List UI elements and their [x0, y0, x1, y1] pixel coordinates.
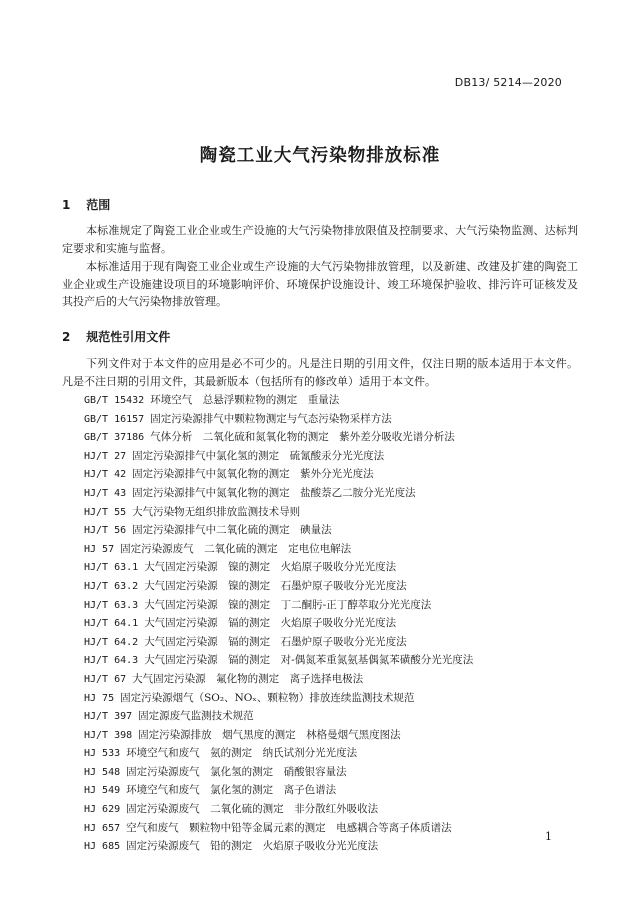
reference-code: HJ 549	[84, 785, 121, 797]
page-number: 1	[545, 830, 552, 843]
reference-item	[84, 744, 473, 763]
reference-title: 大气固定污染源 镍的测定 丁二酮肟-正丁醇萃取分光光度法	[144, 598, 432, 611]
reference-list	[84, 391, 473, 856]
reference-title: 固定污染源排气中氮氧化物的测定 紫外分光光度法	[132, 468, 374, 481]
reference-code: HJ/T 64.3	[84, 655, 139, 667]
reference-code: HJ 629	[84, 804, 121, 816]
reference-item	[84, 521, 473, 540]
reference-title: 固定污染源废气 二氧化硫的测定 定电位电解法	[120, 542, 352, 555]
reference-title: 固定源废气监测技术规范	[138, 710, 254, 723]
reference-item	[84, 410, 473, 429]
reference-code: HJ/T 42	[84, 469, 127, 481]
reference-item	[84, 596, 473, 615]
reference-item	[84, 614, 473, 633]
reference-title: 大气固定污染源 氟化物的测定 离子选择电极法	[132, 672, 364, 685]
reference-title: 气体分析 二氧化硫和氮氧化物的测定 紫外差分吸收光谱分析法	[150, 431, 455, 444]
reference-code: HJ 657	[84, 822, 121, 834]
section-title: 范围	[86, 198, 111, 212]
reference-item	[84, 837, 473, 856]
reference-item	[84, 689, 473, 708]
reference-title: 环境空气和废气 氯化氢的测定 离子色谱法	[126, 784, 337, 797]
reference-item	[84, 651, 473, 670]
reference-title: 固定污染源排气中氮氧化物的测定 盐酸萘乙二胺分光光度法	[132, 486, 416, 499]
section-title: 规范性引用文件	[86, 330, 171, 344]
reference-code: HJ/T 63.3	[84, 599, 139, 611]
reference-code: HJ/T 64.1	[84, 618, 139, 630]
reference-code: HJ/T 67	[84, 673, 127, 685]
section-number: 1	[62, 198, 71, 212]
reference-code: HJ/T 64.2	[84, 636, 139, 648]
reference-title: 固定污染源排气中氯化氢的测定 硫氰酸汞分光光度法	[132, 449, 385, 462]
reference-code: HJ 57	[84, 543, 115, 555]
reference-title: 固定污染源废气 氯化氢的测定 硝酸银容量法	[126, 765, 347, 778]
reference-title: 大气固定污染源 镉的测定 石墨炉原子吸收分光光度法	[144, 635, 407, 648]
reference-code: HJ/T 56	[84, 525, 127, 537]
reference-item	[84, 484, 473, 503]
reference-title: 固定污染源排放 烟气黑度的测定 林格曼烟气黑度图法	[138, 728, 401, 741]
reference-code: HJ/T 43	[84, 487, 127, 499]
reference-title: 大气污染物无组织排放监测技术导则	[132, 505, 301, 518]
reference-code: HJ/T 55	[84, 506, 127, 518]
reference-title: 大气固定污染源 镉的测定 对-偶氮苯重氮氨基偶氮苯磺酸分光光度法	[144, 654, 474, 667]
reference-item	[84, 633, 473, 652]
scope-paragraph-2: 本标准适用于现有陶瓷工业企业或生产设施的大气污染物排放管理，以及新建、改建及扩建的陶瓷工业企业或生产设施建设项目的环境影响评价、环境保护设施设计、竣工环境保护验收、排污许可证核发及其投产后的大气污染物排放管理。	[62, 260, 578, 308]
reference-item	[84, 540, 473, 559]
section-2-heading	[62, 328, 170, 345]
references-intro: 下列文件对于本文件的应用是必不可少的。凡是注日期的引用文件，仅注日期的版本适用于本文件。凡是不注日期的引用文件，其最新版本（包括所有的修改单）适用于本文件。	[62, 357, 578, 388]
reference-code: HJ/T 397	[84, 711, 133, 723]
reference-title: 固定污染源废气 二氧化硫的测定 非分散红外吸收法	[126, 803, 379, 816]
reference-title: 环境空气 总悬浮颗粒物的测定 重量法	[150, 394, 340, 406]
reference-title: 大气固定污染源 镍的测定 火焰原子吸收分光光度法	[144, 561, 397, 574]
page-title: 陶瓷工业大气污染物排放标准	[199, 146, 441, 166]
section-1-heading	[62, 196, 110, 213]
reference-title: 大气固定污染源 镍的测定 石墨炉原子吸收分光光度法	[144, 579, 407, 592]
reference-item	[84, 428, 473, 447]
reference-title: 固定污染源排气中二氧化硫的测定 碘量法	[132, 524, 332, 537]
reference-code: HJ 75	[84, 692, 115, 704]
reference-code: HJ 548	[84, 766, 121, 778]
reference-title: 固定污染源废气 铅的测定 火焰原子吸收分光光度法	[126, 840, 379, 853]
reference-title: 大气固定污染源 镉的测定 火焰原子吸收分光光度法	[144, 617, 397, 630]
reference-item	[84, 781, 473, 800]
reference-title: 固定污染源烟气（SO₂、NOₓ、颗粒物）排放连续监测技术规范	[120, 691, 415, 704]
reference-item	[84, 391, 473, 410]
reference-item	[84, 670, 473, 689]
document-code: DB13/ 5214—2020	[454, 76, 562, 89]
reference-item	[84, 707, 473, 726]
section-number: 2	[62, 330, 71, 344]
reference-code: HJ/T 27	[84, 450, 127, 462]
reference-code: GB/T 37186	[84, 432, 145, 444]
reference-item	[84, 465, 473, 484]
reference-code: HJ/T 398	[84, 729, 133, 741]
reference-item	[84, 558, 473, 577]
reference-code: HJ 685	[84, 841, 121, 853]
reference-title: 环境空气和废气 氨的测定 纳氏试剂分光光度法	[126, 747, 358, 760]
reference-item	[84, 577, 473, 596]
reference-item	[84, 819, 473, 838]
reference-item	[84, 763, 473, 782]
reference-code: GB/T 15432	[84, 395, 145, 406]
reference-code: HJ 533	[84, 748, 121, 760]
reference-title: 空气和废气 颗粒物中铅等金属元素的测定 电感耦合等离子体质谱法	[126, 821, 452, 834]
reference-code: GB/T 16157	[84, 413, 145, 425]
reference-code: HJ/T 63.2	[84, 580, 139, 592]
scope-paragraph-1: 本标准规定了陶瓷工业企业或生产设施的大气污染物排放限值及控制要求、大气污染物监测、达标判定要求和实施与监督。	[62, 224, 578, 255]
reference-item	[84, 800, 473, 819]
reference-item	[84, 447, 473, 466]
reference-item	[84, 726, 473, 745]
reference-title: 固定污染源排气中颗粒物测定与气态污染物采样方法	[150, 412, 392, 425]
reference-item	[84, 503, 473, 522]
reference-code: HJ/T 63.1	[84, 562, 139, 574]
